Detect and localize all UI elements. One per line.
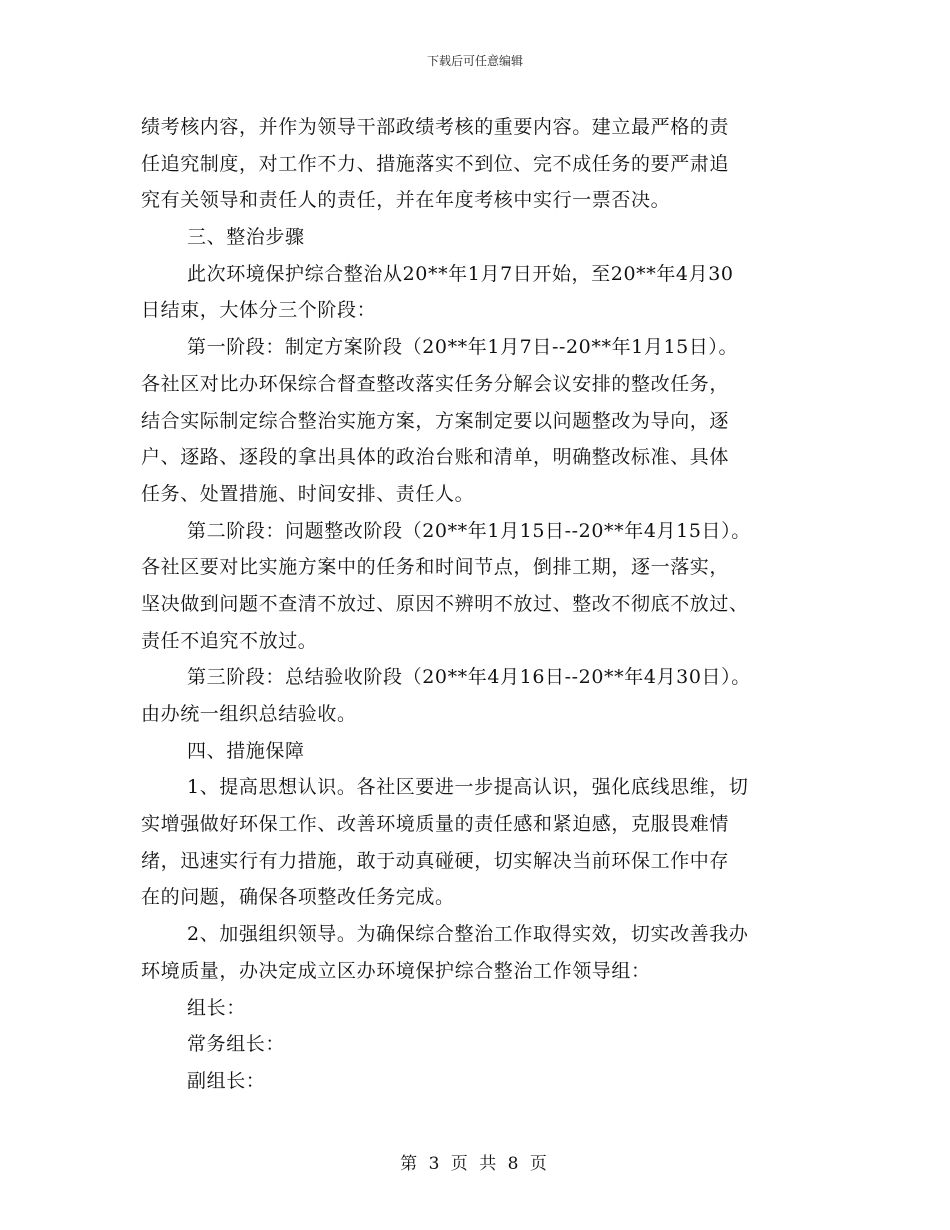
body-line: 在的问题，确保各项整改任务完成。 [141, 886, 455, 909]
body-line: 究有关领导和责任人的责任，并在年度考核中实行一票否决。 [141, 189, 671, 212]
measure-line: 1、提高思想认识。各社区要进一步提高认识，强化底线思维，切 [187, 776, 749, 799]
body-line: 责任不追究不放过。 [141, 629, 318, 652]
body-line: 户、逐路、逐段的拿出具体的政治台账和清单，明确整改标准、具体 [141, 446, 730, 469]
body-line: 任追究制度，对工作不力、措施落实不到位、完不成任务的要严肃追 [141, 152, 730, 175]
body-line: 结合实际制定综合整治实施方案，方案制定要以问题整改为导向，逐 [141, 409, 730, 432]
role-line-deputy-leader: 副组长： [187, 1069, 266, 1092]
body-line: 由办统一组织总结验收。 [141, 703, 357, 725]
page-number-footer: 第 3 页 共 8 页 [400, 1154, 550, 1174]
role-line-executive-leader: 常务组长： [187, 1033, 286, 1056]
body-line: 绪，迅速实行有力措施，敢于动真碰硬，切实解决当前环保工作中存 [141, 849, 730, 872]
body-line: 实增强做好环保工作、改善环境质量的责任感和紧迫感，克服畏难情 [141, 813, 730, 836]
body-line: 此次环境保护综合整治从20**年1月7日开始，至20**年4月30 [187, 262, 734, 285]
document-body [141, 109, 831, 1100]
body-line: 任务、处置措施、时间安排、责任人。 [141, 482, 475, 505]
body-line: 各社区要对比实施方案中的任务和时间节点，倒排工期，逐一落实， [141, 556, 730, 579]
body-line: 环境质量，办决定成立区办环境保护综合整治工作领导组： [141, 959, 651, 982]
section-heading: 四、措施保障 [187, 739, 305, 762]
phase-line: 第一阶段：制定方案阶段（20**年1月7日--20**年1月15日）。 [187, 336, 739, 359]
measure-line: 2、加强组织领导。为确保综合整治工作取得实效，切实改善我办 [187, 923, 749, 946]
section-heading: 三、整治步骤 [187, 226, 305, 249]
body-line: 绩考核内容，并作为领导干部政绩考核的重要内容。建立最严格的责 [141, 116, 730, 138]
body-line: 坚决做到问题不查清不放过、原因不辨明不放过、整改不彻底不放过、 [141, 592, 749, 615]
body-line: 日结束，大体分三个阶段： [141, 299, 377, 322]
page-header: 下载后可任意编辑 [426, 54, 523, 68]
body-line: 各社区对比办环保综合督查整改落实任务分解会议安排的整改任务， [141, 372, 730, 395]
phase-line: 第三阶段：总结验收阶段（20**年4月16日--20**年4月30日）。 [187, 666, 751, 689]
phase-line: 第二阶段：问题整改阶段（20**年1月15日--20**年4月15日）。 [187, 519, 751, 542]
role-line-leader: 组长： [187, 996, 246, 1019]
